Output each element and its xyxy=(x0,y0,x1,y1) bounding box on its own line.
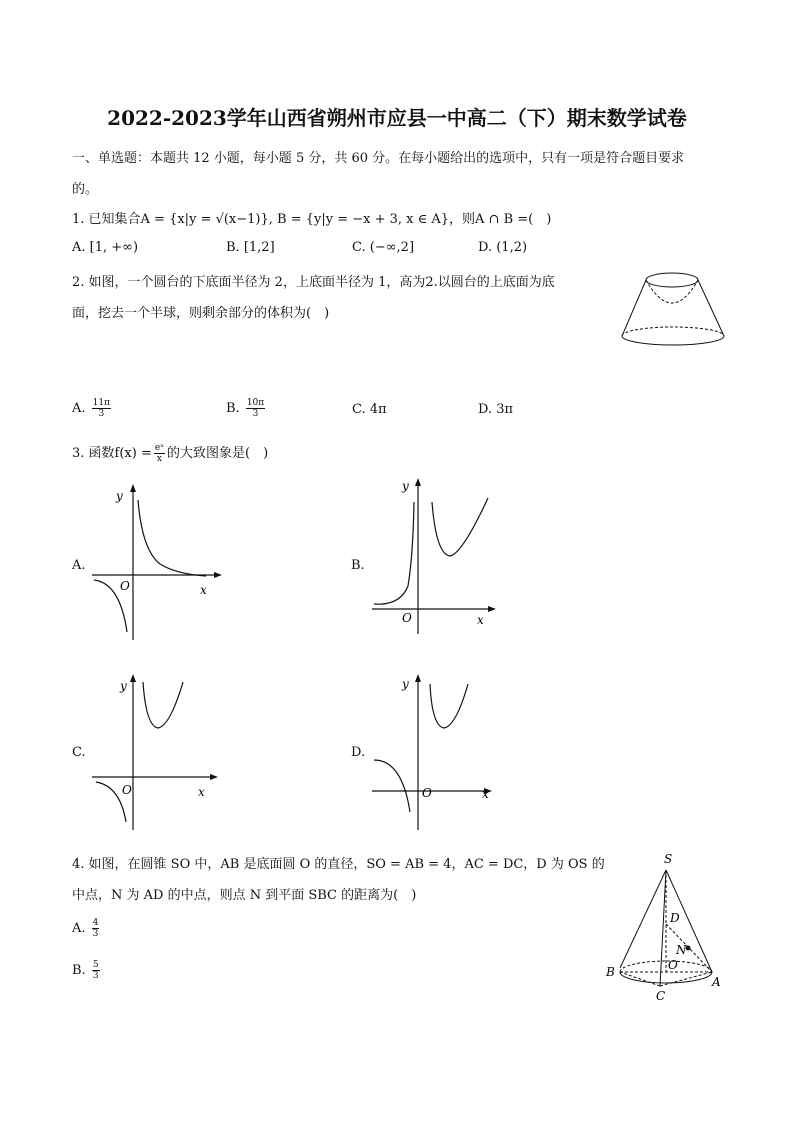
q1-option-b[interactable]: B. [1,2] xyxy=(226,240,275,255)
q3-option-c-label[interactable]: C. xyxy=(72,745,86,760)
point-c-label: C xyxy=(656,989,666,1003)
graph-d[interactable] xyxy=(370,672,505,832)
graph-a[interactable] xyxy=(88,482,228,642)
origin-label: O xyxy=(120,579,130,593)
point-b-label: B xyxy=(606,965,615,979)
q3-option-a-label[interactable]: A. xyxy=(72,558,86,573)
q2-option-a[interactable]: A. $\frac{11\pi}{3}$ xyxy=(72,398,111,419)
point-a-label: A xyxy=(712,975,721,989)
axis-x-label: x xyxy=(482,787,489,801)
frustum-figure xyxy=(618,268,728,350)
origin-label: O xyxy=(122,783,132,797)
q3-option-d-label[interactable]: D. xyxy=(351,745,366,760)
cone-figure xyxy=(600,848,730,1008)
axis-x-label: x xyxy=(200,583,207,597)
axis-x-label: x xyxy=(198,785,205,799)
q1-stem: 1. 已知集合A = {x|y = √(x−1)}, B = {y|y = −x + 3, x ∈ A}，则A ∩ B =( ) xyxy=(72,212,552,227)
point-s-label: S xyxy=(664,852,673,866)
axis-y-label: y xyxy=(402,479,409,493)
section-header: 一、单选题：本题共 12 小题，每小题 5 分，共 60 分。在每小题给出的选项中，只有一项是符合题目要求 xyxy=(72,151,685,166)
axis-y-label: y xyxy=(116,489,123,503)
q4-stem-line2: 中点，N 为 AD 的中点，则点 N 到平面 SBC 的距离为( ) xyxy=(72,888,417,903)
graph-b[interactable] xyxy=(370,476,505,636)
section-header-cont: 的。 xyxy=(72,182,99,197)
axis-y-label: y xyxy=(402,677,409,691)
point-n-label: N xyxy=(676,943,687,957)
q1-option-a[interactable]: A. [1, +∞) xyxy=(72,240,139,255)
graph-c[interactable] xyxy=(88,672,228,832)
origin-label: O xyxy=(422,786,432,800)
q4-option-a[interactable]: A. $\frac{4}{3}$ xyxy=(72,918,99,939)
q2-option-b[interactable]: B. $\frac{10\pi}{3}$ xyxy=(226,398,265,419)
axis-y-label: y xyxy=(120,679,127,693)
point-o-label: O xyxy=(668,958,678,972)
q2-option-c[interactable]: C. 4π xyxy=(352,402,387,417)
q2-option-d[interactable]: D. 3π xyxy=(478,402,514,417)
q1-option-c[interactable]: C. (−∞,2] xyxy=(352,240,415,255)
q2-stem-line1: 2. 如图，一个圆台的下底面半径为 2，上底面半径为 1，高为2.以圆台的上底面为底 xyxy=(72,275,555,290)
q3-stem: 3. 函数f(x) = $\frac{\text{eˣ}}{x}$ 的大致图象是( ) xyxy=(72,443,269,464)
q1-option-d[interactable]: D. (1,2) xyxy=(478,240,528,255)
q4-option-b[interactable]: B. $\frac{5}{3}$ xyxy=(72,960,99,981)
exam-title: 2022-2023学年山西省朔州市应县一中高二（下）期末数学试卷 xyxy=(107,106,687,130)
q4-stem-line1: 4. 如图，在圆锥 SO 中，AB 是底面圆 O 的直径，SO = AB = 4，AC = DC，D 为 OS 的 xyxy=(72,857,605,872)
q2-stem-line2: 面，挖去一个半球，则剩余部分的体积为( ) xyxy=(72,306,330,321)
origin-label: O xyxy=(402,611,412,625)
point-d-label: D xyxy=(670,911,680,925)
q3-option-b-label[interactable]: B. xyxy=(351,558,365,573)
axis-x-label: x xyxy=(477,613,484,627)
